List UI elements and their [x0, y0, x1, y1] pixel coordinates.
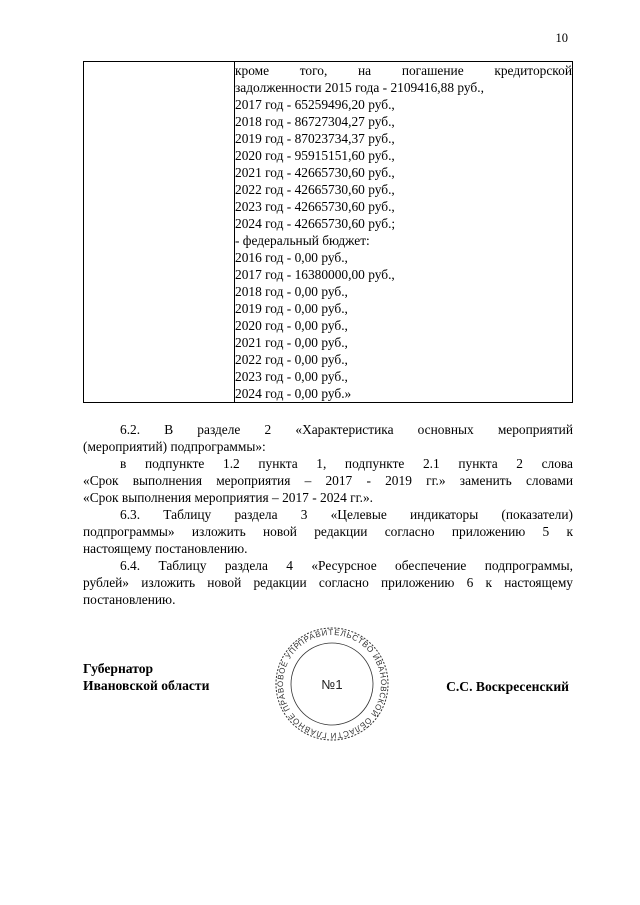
signature-block [83, 660, 573, 740]
body-line: (мероприятий) подпрограммы»: [83, 439, 266, 454]
table-cell-line: 2023 год - 0,00 руб., [235, 369, 348, 384]
body-line: подпрограммы» изложить новой редакции согласно приложению 5 к [83, 524, 573, 539]
page-number: 10 [555, 31, 568, 45]
body-line: рублей» изложить новой редакции согласно приложению 6 к настоящему [83, 575, 573, 590]
table-cell-line: 2020 год - 0,00 руб., [235, 318, 348, 333]
funding-table [83, 61, 573, 403]
signatory-name: С.С. Воскресенский [446, 679, 569, 694]
table-cell-line: задолженности 2015 года - 2109416,88 руб., [235, 80, 484, 95]
body-line: 6.2. В разделе 2 «Характеристика основных мероприятий [120, 422, 573, 437]
seal-ring-text: ПРАВИТЕЛЬСТВО ИВАНОВСКОЙ ОБЛАСТИ ГЛАВНОЕ ПРАВОВОЕ УПРАВЛЕНИЕ [275, 627, 389, 741]
table-cell-line: 2021 год - 0,00 руб., [235, 335, 348, 350]
table-cell-content [235, 62, 573, 403]
table-cell-line: - федеральный бюджет: [235, 233, 370, 248]
table-cell-line: 2020 год - 95915151,60 руб., [235, 148, 395, 163]
table-cell-line: 2019 год - 87023734,37 руб., [235, 131, 395, 146]
amendment-text [83, 421, 573, 608]
body-line: 6.3. Таблицу раздела 3 «Целевые индикаторы (показатели) [120, 507, 573, 522]
signatory-title-line2: Ивановской области [83, 678, 210, 693]
signatory-title [83, 660, 209, 694]
table-cell-line: 2021 год - 42665730,60 руб., [235, 165, 395, 180]
body-line: постановлению. [83, 592, 176, 607]
table-cell-empty [84, 62, 235, 403]
body-line: «Срок выполнения мероприятия – 2017 - 2024 гг.». [83, 490, 373, 505]
table-row [84, 62, 573, 403]
table-cell-line: 2023 год - 42665730,60 руб., [235, 199, 395, 214]
body-line: «Срок выполнения мероприятия – 2017 - 2019 гг.» заменить словами [83, 473, 573, 488]
table-cell-line: 2022 год - 0,00 руб., [235, 352, 348, 367]
seal-number: №1 [321, 677, 343, 692]
table-cell-line: 2024 год - 0,00 руб.» [235, 386, 352, 401]
body-line: в подпункте 1.2 пункта 1, подпункте 2.1 пункта 2 слова [120, 456, 573, 471]
table-cell-line: кроме того, на погашение кредиторской [235, 63, 572, 78]
body-line: 6.4. Таблицу раздела 4 «Ресурсное обеспечение подпрограммы, [120, 558, 573, 573]
table-cell-line: 2017 год - 16380000,00 руб., [235, 267, 395, 282]
table-cell-line: 2017 год - 65259496,20 руб., [235, 97, 395, 112]
table-cell-line: 2018 год - 86727304,27 руб., [235, 114, 395, 129]
table-cell-line: 2024 год - 42665730,60 руб.; [235, 216, 396, 231]
signatory-title-line1: Губернатор [83, 661, 154, 676]
table-cell-line: 2019 год - 0,00 руб., [235, 301, 348, 316]
table-cell-line: 2016 год - 0,00 руб., [235, 250, 348, 265]
table-cell-line: 2022 год - 42665730,60 руб., [235, 182, 395, 197]
table-cell-line: 2018 год - 0,00 руб., [235, 284, 348, 299]
body-line: настоящему постановлению. [83, 541, 248, 556]
